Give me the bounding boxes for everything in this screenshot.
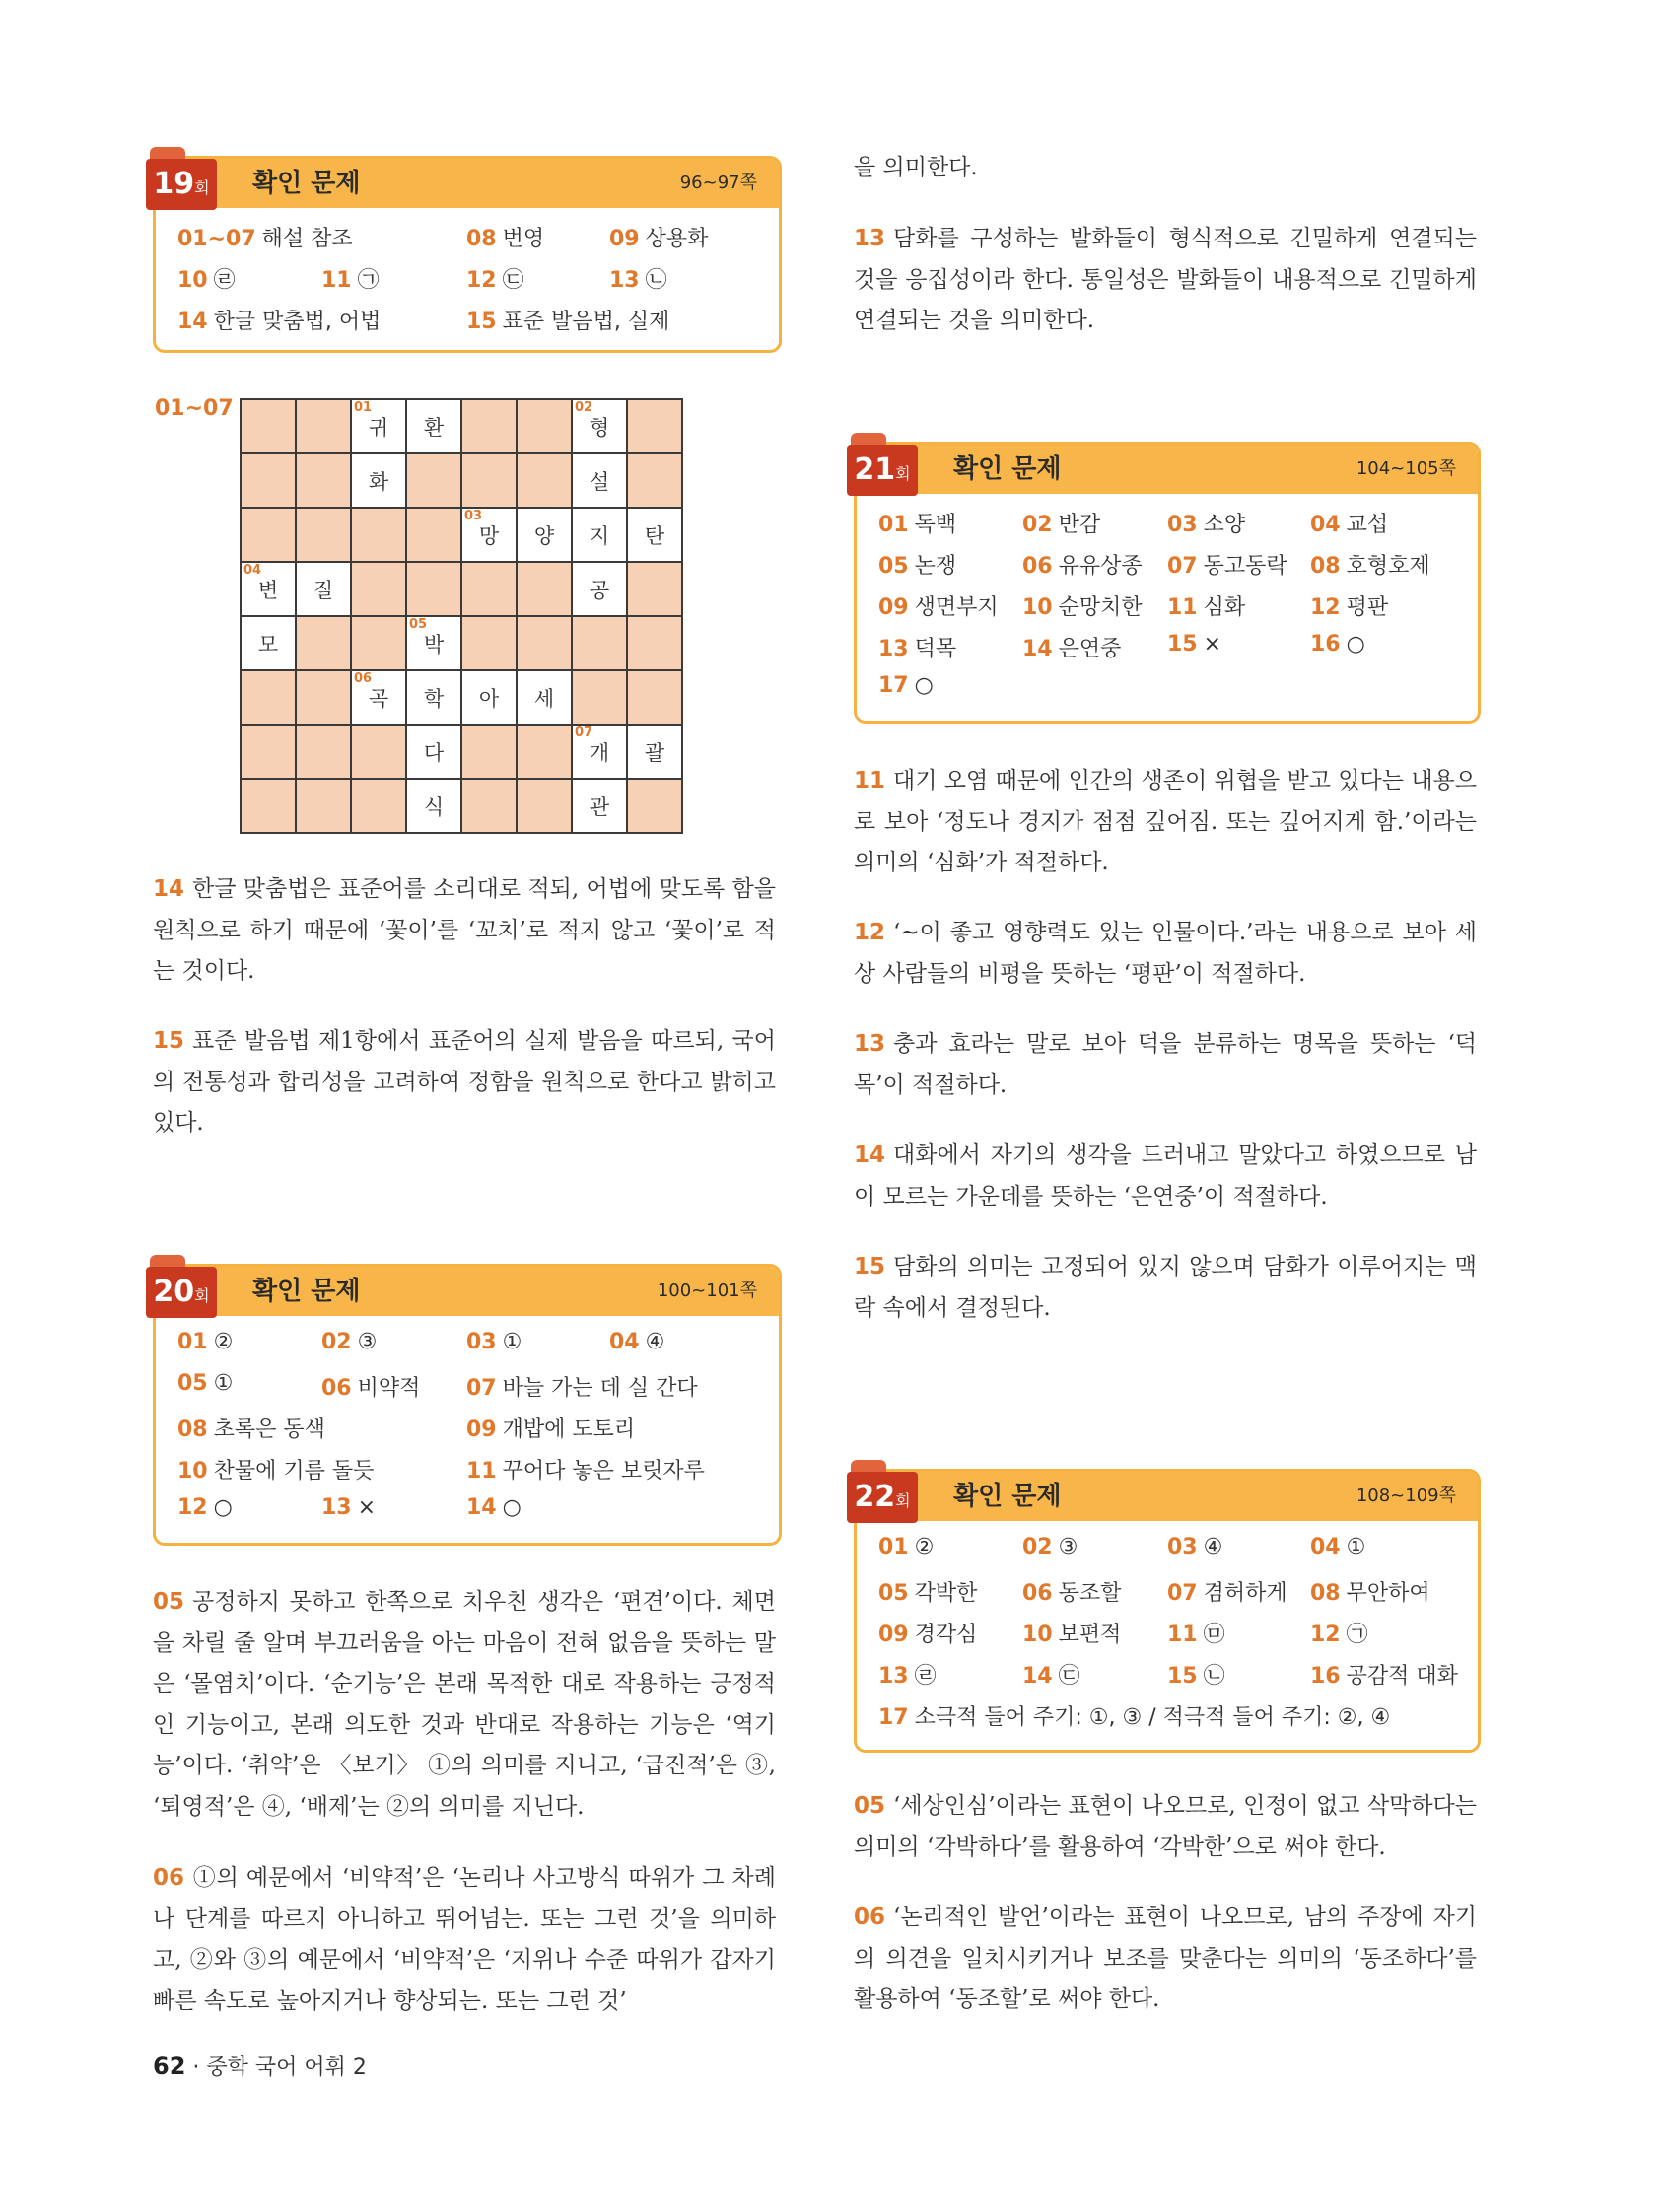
- explanation-paragraph: 15 표준 발음법 제1항에서 표준어의 실제 발음을 따르되, 국어의 전통성과 합리성을 고려하여 정함을 원칙으로 한다고 밝히고 있다.: [153, 1028, 776, 1136]
- cell-letter: 귀: [368, 415, 389, 440]
- crossword-cell: [296, 670, 351, 725]
- crossword-row: [241, 670, 682, 725]
- crossword-row: [241, 453, 682, 508]
- crossword-cell: [517, 508, 572, 562]
- box-title: 확인 문제: [953, 1482, 1062, 1511]
- answer-item: 07 겸허하게: [1167, 1581, 1287, 1606]
- answer-item: 01 독백: [878, 513, 957, 537]
- crossword-row: [241, 616, 682, 670]
- crossword-cell: [351, 779, 406, 833]
- cell-letter: 관: [589, 795, 610, 819]
- answer-item: 05 논쟁: [878, 554, 957, 579]
- crossword-cell: [572, 725, 627, 779]
- crossword-cell: [296, 616, 351, 670]
- answer-item: 01 ②: [878, 1535, 935, 1559]
- answer-item: 02 ③: [1022, 1535, 1078, 1559]
- answer-item: 11 심화: [1167, 595, 1246, 620]
- answer-item: 08 초록은 동색: [177, 1417, 325, 1442]
- crossword-cell: [517, 399, 572, 453]
- crossword-row: [241, 725, 682, 779]
- crossword-cell: [406, 453, 461, 508]
- cell-letter: 모: [257, 632, 279, 657]
- crossword-cell: [296, 508, 351, 562]
- answer-item: 17 ○: [878, 673, 934, 698]
- crossword-cell: [572, 779, 627, 833]
- box-title: 확인 문제: [953, 454, 1062, 484]
- crossword-cell: [572, 453, 627, 508]
- crossword-cell: [627, 508, 682, 562]
- crossword-cell: [461, 453, 517, 508]
- cell-letter: 박: [423, 632, 445, 657]
- crossword-cell: [351, 399, 406, 453]
- answer-box-19: [153, 156, 782, 353]
- answer-item: 06 비약적: [321, 1376, 421, 1401]
- clue-number: 03: [464, 509, 483, 523]
- answer-item: 13 덕목: [878, 637, 957, 661]
- crossword-cell: [627, 779, 682, 833]
- answer-item: 17 소극적 들어 주기: ①, ③ / 적극적 들어 주기: ②, ④: [878, 1705, 1391, 1730]
- answer-item: 16 공감적 대화: [1310, 1664, 1458, 1689]
- crossword-cell: [406, 779, 461, 833]
- cell-letter: 학: [423, 686, 445, 711]
- cell-letter: 환: [423, 415, 445, 440]
- crossword-label: 01~07: [155, 396, 234, 421]
- crossword-cell: [627, 399, 682, 453]
- cell-letter: 식: [423, 795, 445, 819]
- answer-item: 07 동고동락: [1167, 554, 1287, 579]
- cell-letter: 곡: [368, 686, 389, 711]
- answer-item: 01~07 해설 참조: [177, 227, 353, 251]
- crossword-cell: [351, 616, 406, 670]
- cell-letter: 변: [257, 578, 279, 602]
- answer-item: 04 교섭: [1310, 513, 1389, 537]
- answer-item: 11 꾸어다 놓은 보릿자루: [466, 1459, 705, 1484]
- crossword-cell: [517, 725, 572, 779]
- crossword-cell: [461, 670, 517, 725]
- answer-item: 03 소양: [1167, 513, 1246, 537]
- answer-item: 07 바늘 가는 데 실 간다: [466, 1376, 698, 1401]
- answer-box-21: [854, 442, 1481, 724]
- crossword-row: [241, 399, 682, 453]
- crossword-cell: [461, 779, 517, 833]
- crossword-cell: [461, 508, 517, 562]
- crossword-cell: [517, 562, 572, 616]
- crossword-cell: [296, 453, 351, 508]
- session-badge: 22회: [847, 1472, 918, 1523]
- explanation-paragraph: 15 담화의 의미는 고정되어 있지 않으며 담화가 이루어지는 맥락 속에서 결정된다.: [854, 1254, 1477, 1321]
- answer-item: 02 반감: [1022, 513, 1101, 537]
- crossword-cell: [517, 779, 572, 833]
- answer-item: 10 찬물에 기름 돌듯: [177, 1459, 375, 1484]
- explanation-paragraph: 13 충과 효라는 말로 보아 덕을 분류하는 명목을 뜻하는 ‘덕목’이 적절하다.: [854, 1031, 1477, 1098]
- crossword-cell: [461, 399, 517, 453]
- clue-number: 06: [354, 671, 373, 686]
- crossword-cell: [241, 779, 296, 833]
- answer-box-20: [153, 1264, 782, 1546]
- crossword-cell: [572, 562, 627, 616]
- answer-item: 06 동조할: [1022, 1581, 1122, 1606]
- crossword-cell: [241, 562, 296, 616]
- crossword-cell: [241, 670, 296, 725]
- answer-item: 08 무안하여: [1310, 1581, 1430, 1606]
- cell-letter: 지: [589, 523, 610, 548]
- crossword-cell: [517, 670, 572, 725]
- crossword-cell: [572, 399, 627, 453]
- crossword-cell: [351, 453, 406, 508]
- footer-separator: ·: [192, 2055, 200, 2080]
- clue-number: 04: [243, 563, 262, 578]
- crossword-cell: [406, 670, 461, 725]
- box-title: 확인 문제: [252, 169, 361, 198]
- cell-letter: 망: [478, 523, 500, 548]
- clue-number: 07: [575, 726, 593, 740]
- clue-number: 05: [409, 617, 428, 632]
- cell-letter: 세: [533, 686, 555, 711]
- explanation-paragraph: 11 대기 오염 때문에 인간의 생존이 위협을 받고 있다는 내용으로 보아 ‘정도나 경지가 점점 깊어짐. 또는 깊어지게 함.’이라는 의미의 ‘심화’가 적절하다.: [854, 768, 1477, 875]
- crossword-cell: [461, 725, 517, 779]
- answer-item: 02 ③: [321, 1330, 378, 1354]
- explanation-paragraph: 06 ①의 예문에서 ‘비약적’은 ‘논리나 사고방식 따위가 그 차례나 단계를 따르지 아니하고 뛰어넘는. 또는 그런 것’을 의미하고, ②와 ③의 예문에서 ‘비약적’은 ‘지위나 수준 따위가 갑자기 빠른 속도로 높아지거나 향상되는. 또는 그런 것’: [153, 1865, 776, 2014]
- answer-item: 10 순망치한: [1022, 595, 1143, 620]
- book-title: 중학 국어 어휘 2: [206, 2055, 367, 2080]
- clue-number: 01: [354, 400, 373, 415]
- answer-item: 11 ㉠: [321, 268, 380, 293]
- page-footer: [153, 2050, 367, 2081]
- crossword-cell: [351, 508, 406, 562]
- explanation-paragraph: 06 ‘논리적인 발언’이라는 표현이 나오므로, 남의 주장에 자기의 의견을 일치시키거나 보조를 맞춘다는 의미의 ‘동조하다’를 활용하여 ‘동조할’로 써야 한다.: [854, 1904, 1477, 2012]
- crossword-cell: [572, 616, 627, 670]
- page-range: 100~101쪽: [657, 1280, 757, 1301]
- answer-item: 14 ㉢: [1022, 1664, 1080, 1689]
- page-range: 104~105쪽: [1356, 458, 1456, 479]
- crossword-cell: [572, 508, 627, 562]
- explanation-paragraph: 12 ‘~이 좋고 영향력도 있는 인물이다.’라는 내용으로 보아 세상 사람들의 비평을 뜻하는 ‘평판’이 적절하다.: [854, 920, 1477, 987]
- answer-item: 09 상용화: [609, 227, 709, 251]
- crossword-cell: [461, 616, 517, 670]
- box-title: 확인 문제: [252, 1277, 361, 1306]
- crossword-cell: [572, 670, 627, 725]
- cell-letter: 양: [533, 523, 555, 548]
- badge-tab: [851, 433, 886, 445]
- crossword-cell: [627, 670, 682, 725]
- continued-text: 을 의미한다.: [854, 155, 978, 180]
- cell-letter: 다: [423, 740, 445, 765]
- explanation-paragraph: 05 ‘세상인심’이라는 표현이 나오므로, 인정이 없고 삭막하다는 의미의 ‘각박하다’를 활용하여 ‘각박한’으로 써야 한다.: [854, 1793, 1477, 1860]
- crossword-cell: [296, 399, 351, 453]
- crossword-cell: [241, 453, 296, 508]
- crossword-cell: [406, 562, 461, 616]
- session-badge: 19회: [146, 159, 217, 210]
- crossword-cell: [241, 725, 296, 779]
- answer-item: 05 각박한: [878, 1581, 978, 1606]
- answer-item: 09 생면부지: [878, 595, 999, 620]
- cell-letter: 개: [589, 740, 610, 765]
- answer-item: 08 번영: [466, 227, 545, 251]
- crossword-cell: [241, 399, 296, 453]
- answer-item: 13 ㉣: [878, 1664, 937, 1689]
- badge-tab: [851, 1460, 886, 1472]
- answer-item: 15 ㉡: [1167, 1664, 1225, 1689]
- session-badge: 20회: [146, 1267, 217, 1318]
- answer-item: 04 ④: [609, 1330, 665, 1354]
- cell-letter: 탄: [644, 523, 665, 548]
- answer-item: 12 ㉢: [466, 268, 524, 293]
- crossword-cell: [241, 616, 296, 670]
- answer-item: 14 한글 맞춤법, 어법: [177, 310, 382, 334]
- cell-letter: 괄: [644, 740, 665, 765]
- crossword-grid: [240, 398, 683, 834]
- answer-item: 08 호형호제: [1310, 554, 1430, 579]
- answer-item: 01 ②: [177, 1330, 234, 1354]
- page-range: 108~109쪽: [1356, 1486, 1456, 1506]
- answer-item: 04 ①: [1310, 1535, 1366, 1559]
- answer-item: 12 ○: [177, 1495, 233, 1520]
- answer-item: 09 경각심: [878, 1623, 978, 1647]
- crossword-cell: [627, 616, 682, 670]
- explanation-paragraph: 13 담화를 구성하는 발화들이 형식적으로 긴밀하게 연결되는 것을 응집성이라 한다. 통일성은 발화들이 내용적으로 긴밀하게 연결되는 것을 의미한다.: [854, 226, 1477, 333]
- answer-item: 10 ㉣: [177, 268, 236, 293]
- crossword-cell: [406, 399, 461, 453]
- crossword-cell: [296, 725, 351, 779]
- crossword-cell: [627, 562, 682, 616]
- crossword-cell: [406, 616, 461, 670]
- answer-item: 15 표준 발음법, 실제: [466, 310, 670, 334]
- crossword-cell: [296, 562, 351, 616]
- crossword-row: [241, 779, 682, 833]
- crossword-cell: [351, 670, 406, 725]
- answer-item: 14 ○: [466, 1495, 522, 1520]
- explanation-paragraph: 14 대화에서 자기의 생각을 드러내고 말았다고 하였으므로 남이 모르는 가운데를 뜻하는 ‘은연중’이 적절하다.: [854, 1142, 1477, 1210]
- cell-letter: 아: [478, 686, 500, 711]
- cell-letter: 설: [589, 469, 610, 494]
- page-number: 62: [153, 2052, 186, 2080]
- crossword-cell: [296, 779, 351, 833]
- answer-item: 12 ㉠: [1310, 1623, 1368, 1647]
- crossword-cell: [241, 508, 296, 562]
- cell-letter: 공: [589, 578, 610, 602]
- cell-letter: 화: [368, 469, 389, 494]
- crossword-cell: [351, 562, 406, 616]
- crossword-cell: [351, 725, 406, 779]
- answer-item: 11 ㉤: [1167, 1623, 1225, 1647]
- crossword-cell: [517, 453, 572, 508]
- badge-tab: [150, 147, 185, 159]
- answer-box-22: [854, 1469, 1481, 1753]
- answer-item: 09 개밥에 도토리: [466, 1417, 636, 1442]
- answer-item: 16 ○: [1310, 632, 1365, 657]
- answer-item: 15 ×: [1167, 632, 1222, 657]
- crossword-cell: [406, 508, 461, 562]
- answer-item: 03 ①: [466, 1330, 522, 1354]
- clue-number: 02: [575, 400, 593, 415]
- answer-item: 03 ④: [1167, 1535, 1223, 1559]
- session-badge: 21회: [847, 445, 918, 496]
- page-range: 96~97쪽: [679, 173, 757, 193]
- crossword-row: [241, 508, 682, 562]
- crossword-cell: [627, 725, 682, 779]
- answer-item: 12 평판: [1310, 595, 1389, 620]
- crossword-row: [241, 562, 682, 616]
- badge-tab: [150, 1255, 185, 1267]
- cell-letter: 질: [313, 578, 334, 602]
- answer-item: 10 보편적: [1022, 1623, 1122, 1647]
- answer-item: 06 유유상종: [1022, 554, 1143, 579]
- explanation-paragraph: 05 공정하지 못하고 한쪽으로 치우친 생각은 ‘편견’이다. 체면을 차릴 줄 알며 부끄러움을 아는 마음이 전혀 없음을 뜻하는 말은 ‘몰염치’이다. ‘순기능’은 본래 목적한 대로 작용하는 긍정적인 기능이고, 본래 의도한 것과 반대로 작용하는 기능은 ‘역기능’이다. ‘취약’은 〈보기〉 ①의 의미를 지니고, ‘급진적’은 ③, ‘퇴영적’은 ④, ‘배제’는 ②의 의미를 지닌다.: [153, 1589, 776, 1820]
- crossword-cell: [461, 562, 517, 616]
- answer-item: 13 ×: [321, 1495, 377, 1520]
- answer-item: 05 ①: [177, 1371, 234, 1396]
- crossword-cell: [406, 725, 461, 779]
- answer-item: 14 은연중: [1022, 637, 1122, 661]
- crossword-cell: [517, 616, 572, 670]
- explanation-paragraph: 14 한글 맞춤법은 표준어를 소리대로 적되, 어법에 맞도록 함을 원칙으로 하기 때문에 ‘꽃이’를 ‘꼬치’로 적지 않고 ‘꽃이’로 적는 것이다.: [153, 876, 776, 984]
- cell-letter: 형: [589, 415, 610, 440]
- crossword-cell: [627, 453, 682, 508]
- answer-item: 13 ㉡: [609, 268, 667, 293]
